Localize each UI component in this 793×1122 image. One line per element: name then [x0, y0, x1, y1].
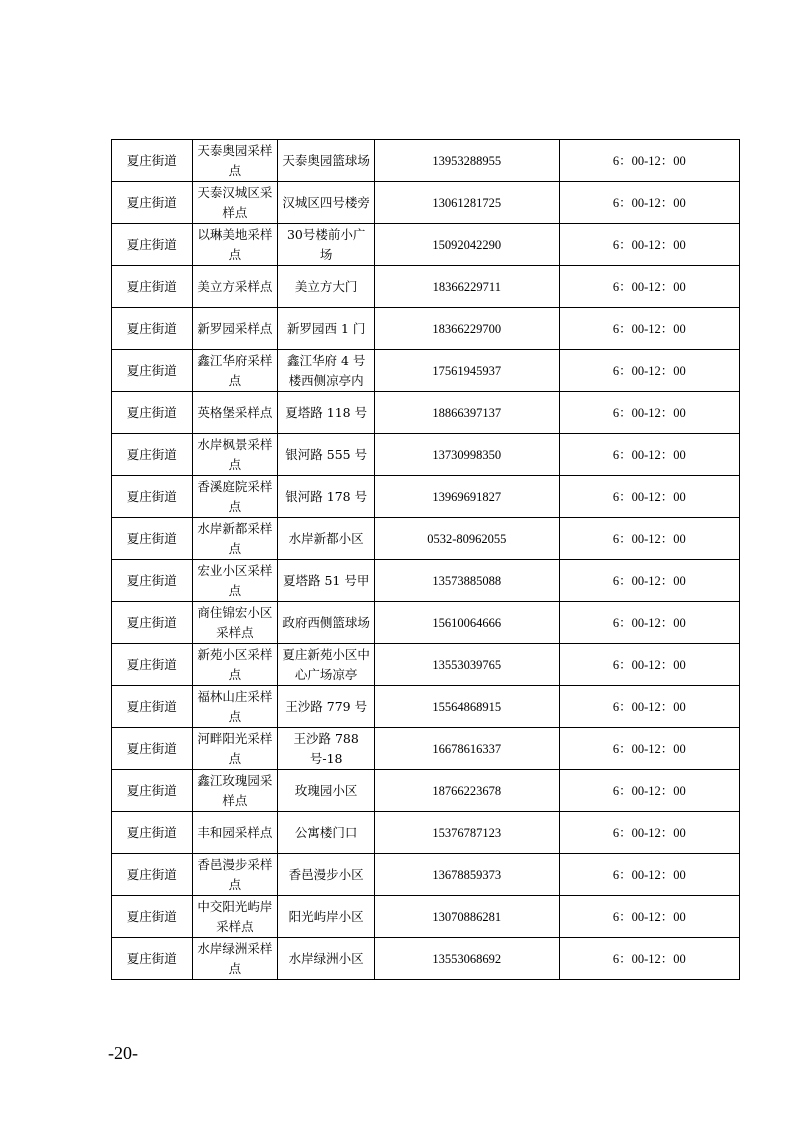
cell-street: 夏庄街道 [112, 644, 193, 686]
cell-hours: 6：00-12：00 [559, 266, 739, 308]
cell-location: 香邑漫步小区 [278, 854, 375, 896]
cell-site-name: 中交阳光屿岸采样点 [192, 896, 278, 938]
cell-hours: 6：00-12：00 [559, 938, 739, 980]
cell-site-name: 水岸枫景采样点 [192, 434, 278, 476]
cell-street: 夏庄街道 [112, 560, 193, 602]
cell-location: 天泰奥园篮球场 [278, 140, 375, 182]
cell-phone: 16678616337 [374, 728, 559, 770]
table-body [112, 140, 740, 980]
cell-location: 美立方大门 [278, 266, 375, 308]
cell-hours: 6：00-12：00 [559, 560, 739, 602]
cell-location: 夏塔路 51 号甲 [278, 560, 375, 602]
page-number: -20- [108, 1043, 138, 1063]
cell-phone: 13553039765 [374, 644, 559, 686]
cell-site-name: 宏业小区采样点 [192, 560, 278, 602]
cell-phone: 13678859373 [374, 854, 559, 896]
cell-phone: 17561945937 [374, 350, 559, 392]
cell-site-name: 新苑小区采样点 [192, 644, 278, 686]
cell-street: 夏庄街道 [112, 308, 193, 350]
cell-location: 银河路 178 号 [278, 476, 375, 518]
cell-location: 玫瑰园小区 [278, 770, 375, 812]
cell-hours: 6：00-12：00 [559, 434, 739, 476]
table-row [112, 350, 740, 392]
cell-location: 王沙路 788 号-18 [278, 728, 375, 770]
cell-site-name: 新罗园采样点 [192, 308, 278, 350]
cell-street: 夏庄街道 [112, 728, 193, 770]
cell-street: 夏庄街道 [112, 602, 193, 644]
cell-location: 夏塔路 118 号 [278, 392, 375, 434]
cell-phone: 13070886281 [374, 896, 559, 938]
table-row [112, 266, 740, 308]
cell-location: 王沙路 779 号 [278, 686, 375, 728]
table-row [112, 728, 740, 770]
table-row [112, 182, 740, 224]
cell-hours: 6：00-12：00 [559, 182, 739, 224]
cell-phone: 18366229700 [374, 308, 559, 350]
table-row [112, 896, 740, 938]
cell-phone: 0532-80962055 [374, 518, 559, 560]
cell-site-name: 丰和园采样点 [192, 812, 278, 854]
cell-street: 夏庄街道 [112, 182, 193, 224]
table-row [112, 476, 740, 518]
cell-phone: 18366229711 [374, 266, 559, 308]
cell-phone: 13730998350 [374, 434, 559, 476]
cell-hours: 6：00-12：00 [559, 896, 739, 938]
table-row [112, 938, 740, 980]
cell-hours: 6：00-12：00 [559, 770, 739, 812]
cell-street: 夏庄街道 [112, 518, 193, 560]
cell-street: 夏庄街道 [112, 812, 193, 854]
cell-street: 夏庄街道 [112, 350, 193, 392]
table-row [112, 602, 740, 644]
cell-site-name: 以琳美地采样点 [192, 224, 278, 266]
cell-phone: 13061281725 [374, 182, 559, 224]
cell-site-name: 河畔阳光采样点 [192, 728, 278, 770]
cell-location: 政府西侧篮球场 [278, 602, 375, 644]
sampling-sites-table [111, 139, 740, 980]
cell-site-name: 商住锦宏小区采样点 [192, 602, 278, 644]
cell-hours: 6：00-12：00 [559, 350, 739, 392]
cell-street: 夏庄街道 [112, 140, 193, 182]
cell-site-name: 天泰奥园采样点 [192, 140, 278, 182]
cell-phone: 15092042290 [374, 224, 559, 266]
cell-site-name: 鑫江玫瑰园采样点 [192, 770, 278, 812]
cell-phone: 13573885088 [374, 560, 559, 602]
table-row [112, 434, 740, 476]
table-row [112, 140, 740, 182]
cell-hours: 6：00-12：00 [559, 812, 739, 854]
table-row [112, 224, 740, 266]
cell-street: 夏庄街道 [112, 476, 193, 518]
cell-hours: 6：00-12：00 [559, 644, 739, 686]
cell-street: 夏庄街道 [112, 686, 193, 728]
cell-location: 夏庄新苑小区中心广场凉亭 [278, 644, 375, 686]
cell-site-name: 福林山庄采样点 [192, 686, 278, 728]
cell-street: 夏庄街道 [112, 224, 193, 266]
cell-site-name: 美立方采样点 [192, 266, 278, 308]
cell-location: 水岸新都小区 [278, 518, 375, 560]
table-row [112, 392, 740, 434]
cell-street: 夏庄街道 [112, 938, 193, 980]
cell-street: 夏庄街道 [112, 266, 193, 308]
cell-site-name: 鑫江华府采样点 [192, 350, 278, 392]
cell-hours: 6：00-12：00 [559, 686, 739, 728]
cell-location: 阳光屿岸小区 [278, 896, 375, 938]
cell-location: 30号楼前小广场 [278, 224, 375, 266]
table-row [112, 518, 740, 560]
table-row [112, 854, 740, 896]
cell-location: 公寓楼门口 [278, 812, 375, 854]
cell-street: 夏庄街道 [112, 392, 193, 434]
cell-location: 鑫江华府 4 号楼西侧凉亭内 [278, 350, 375, 392]
cell-location: 银河路 555 号 [278, 434, 375, 476]
cell-hours: 6：00-12：00 [559, 602, 739, 644]
cell-hours: 6：00-12：00 [559, 476, 739, 518]
table-row [112, 308, 740, 350]
cell-phone: 15564868915 [374, 686, 559, 728]
cell-phone: 13553068692 [374, 938, 559, 980]
cell-site-name: 水岸绿洲采样点 [192, 938, 278, 980]
cell-phone: 18766223678 [374, 770, 559, 812]
cell-site-name: 水岸新都采样点 [192, 518, 278, 560]
cell-site-name: 香溪庭院采样点 [192, 476, 278, 518]
cell-hours: 6：00-12：00 [559, 854, 739, 896]
table-row [112, 812, 740, 854]
cell-hours: 6：00-12：00 [559, 224, 739, 266]
cell-hours: 6：00-12：00 [559, 308, 739, 350]
cell-street: 夏庄街道 [112, 896, 193, 938]
cell-street: 夏庄街道 [112, 434, 193, 476]
cell-hours: 6：00-12：00 [559, 728, 739, 770]
cell-street: 夏庄街道 [112, 770, 193, 812]
cell-phone: 15610064666 [374, 602, 559, 644]
cell-street: 夏庄街道 [112, 854, 193, 896]
cell-phone: 13969691827 [374, 476, 559, 518]
cell-phone: 18866397137 [374, 392, 559, 434]
cell-hours: 6：00-12：00 [559, 518, 739, 560]
cell-site-name: 香邑漫步采样点 [192, 854, 278, 896]
cell-location: 汉城区四号楼旁 [278, 182, 375, 224]
table-row [112, 770, 740, 812]
cell-site-name: 天泰汉城区采样点 [192, 182, 278, 224]
cell-location: 水岸绿洲小区 [278, 938, 375, 980]
cell-hours: 6：00-12：00 [559, 140, 739, 182]
table-row [112, 686, 740, 728]
cell-phone: 15376787123 [374, 812, 559, 854]
table-row [112, 560, 740, 602]
cell-phone: 13953288955 [374, 140, 559, 182]
cell-location: 新罗园西 1 门 [278, 308, 375, 350]
table-row [112, 644, 740, 686]
cell-site-name: 英格堡采样点 [192, 392, 278, 434]
cell-hours: 6：00-12：00 [559, 392, 739, 434]
